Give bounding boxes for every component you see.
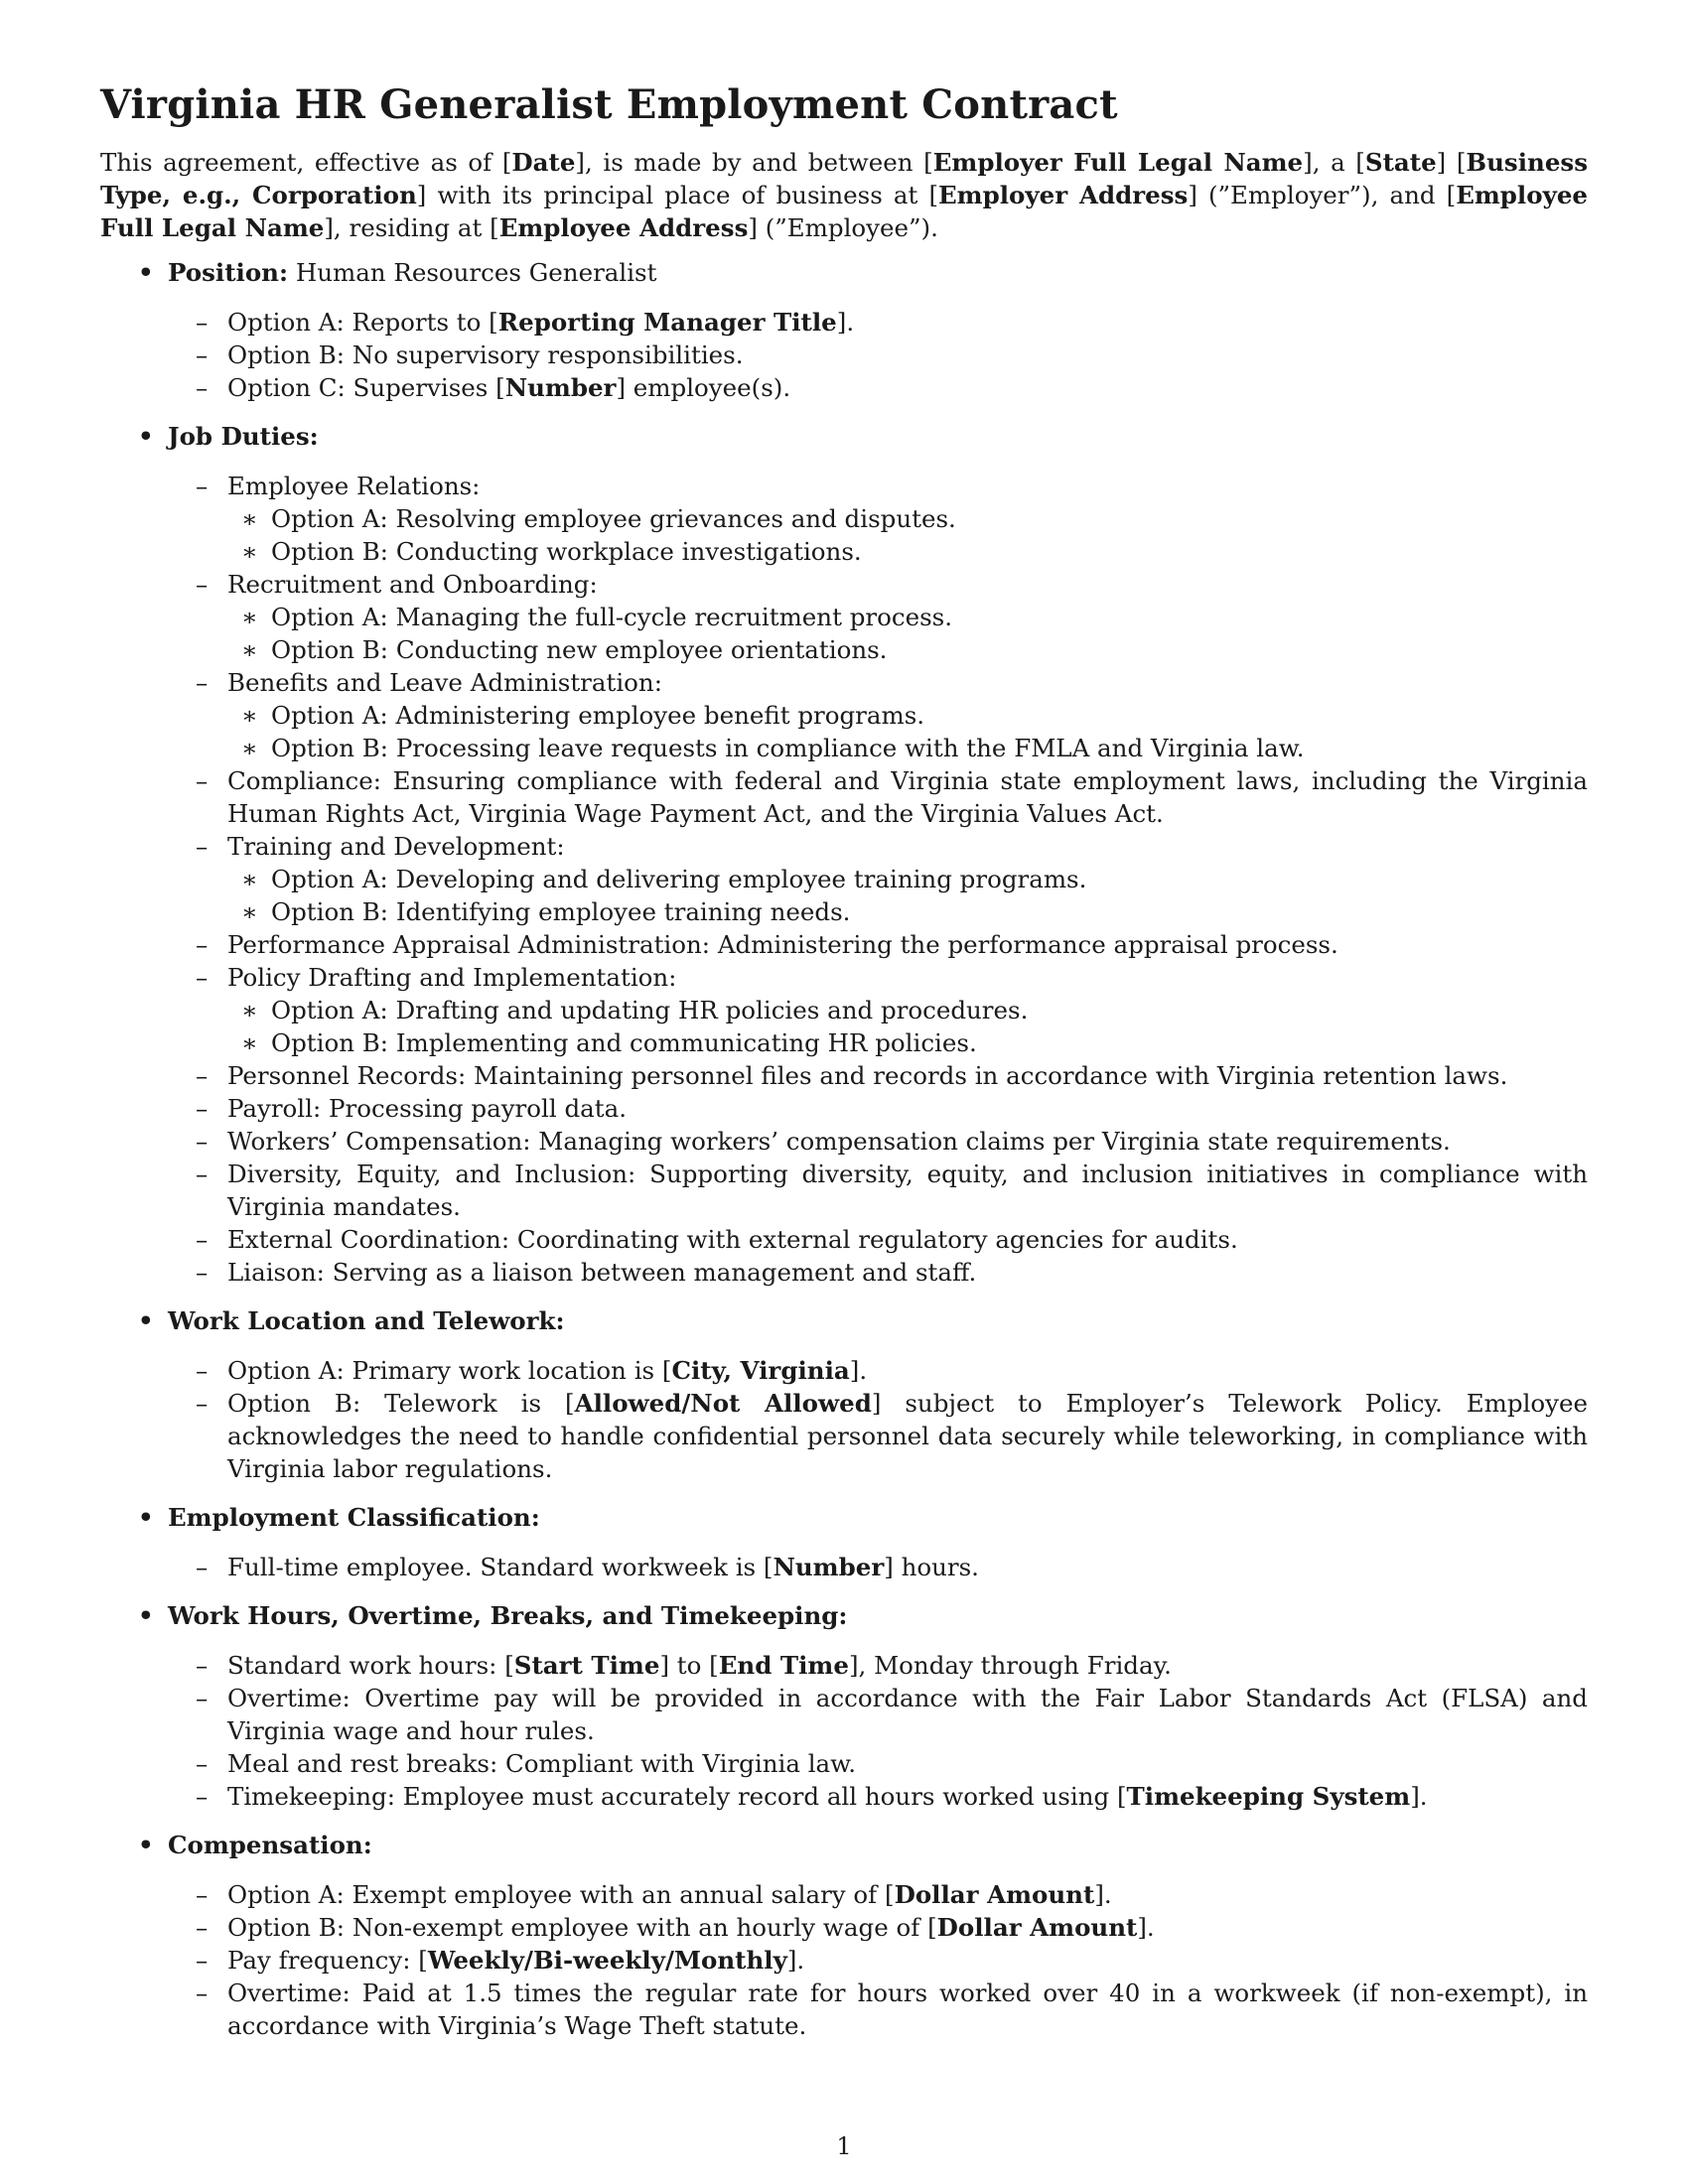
list-item bbox=[168, 568, 1588, 666]
position-options bbox=[168, 306, 1588, 404]
asterisk-icon: ∗ bbox=[241, 504, 258, 533]
section-heading bbox=[168, 1829, 1588, 1861]
intro-text: This agreement, effective as of [ bbox=[100, 148, 512, 177]
asterisk-icon: ∗ bbox=[241, 603, 258, 631]
section-heading bbox=[168, 420, 1588, 453]
list-item bbox=[168, 666, 1588, 764]
item-text: ] employee(s). bbox=[616, 373, 791, 402]
item-text: ] to [ bbox=[659, 1651, 719, 1680]
dash-icon: – bbox=[196, 1127, 209, 1156]
item-text: Workers’ Compensation: Managing workers’ compensation claims per Virginia state requirements. bbox=[227, 1127, 1451, 1156]
list-item bbox=[168, 1223, 1588, 1256]
bullet-icon: • bbox=[138, 1503, 154, 1532]
sub-list-item bbox=[219, 895, 1588, 928]
list-item bbox=[168, 339, 1588, 371]
page-number: 1 bbox=[836, 2132, 852, 2160]
contract-sections bbox=[100, 256, 1588, 2042]
dash-icon: – bbox=[196, 1225, 209, 1254]
item-text: Option B: Non-exempt employee with an hourly wage of [ bbox=[227, 1913, 937, 1942]
list-item bbox=[168, 1682, 1588, 1747]
list-item bbox=[168, 470, 1588, 568]
sub-list-item bbox=[219, 699, 1588, 732]
intro-text: ] [ bbox=[1436, 148, 1467, 177]
section-title: Position: bbox=[168, 258, 289, 287]
item-text: ]. bbox=[1137, 1913, 1155, 1942]
compensation-list bbox=[168, 1878, 1588, 2042]
item-text: Option A: Managing the full-cycle recruitment process. bbox=[271, 603, 953, 631]
dash-icon: – bbox=[196, 766, 209, 795]
item-text: Option A: Reports to [ bbox=[227, 308, 498, 337]
hourly-wage-field: Dollar Amount bbox=[936, 1913, 1138, 1942]
list-item bbox=[168, 1649, 1588, 1682]
bullet-icon: • bbox=[138, 1306, 154, 1335]
intro-text: ], a [ bbox=[1303, 148, 1365, 177]
item-text: Compliance: Ensuring compliance with federal and Virginia state employment laws, including the Virginia Human Rights Act, Virginia Wage Payment Act, and the Virginia Values Act. bbox=[227, 766, 1588, 828]
list-item bbox=[168, 1747, 1588, 1780]
section-heading bbox=[168, 1304, 1588, 1337]
item-text: Benefits and Leave Administration: bbox=[227, 668, 662, 697]
dash-icon: – bbox=[196, 1061, 209, 1090]
dash-icon: – bbox=[196, 963, 209, 992]
job-duties-list bbox=[168, 470, 1588, 1289]
section-title: Work Hours, Overtime, Breaks, and Timekeeping: bbox=[168, 1601, 848, 1630]
item-text: Option A: Developing and delivering employee training programs. bbox=[271, 865, 1087, 893]
item-text: Diversity, Equity, and Inclusion: Supporting diversity, equity, and inclusion initiatives in compliance with Virginia mandates. bbox=[227, 1160, 1588, 1221]
item-text: Overtime: Overtime pay will be provided in accordance with the Fair Labor Standards Act (FLSA) and Virginia wage and hour rules. bbox=[227, 1684, 1588, 1745]
dash-icon: – bbox=[196, 832, 209, 861]
document-page bbox=[100, 79, 1588, 2058]
asterisk-icon: ∗ bbox=[241, 996, 258, 1024]
bullet-icon: • bbox=[138, 1831, 154, 1859]
list-item bbox=[168, 928, 1588, 961]
city-field: City, Virginia bbox=[671, 1356, 850, 1385]
intro-text: ], is made by and between [ bbox=[575, 148, 933, 177]
intro-text: ] (”Employer”), and [ bbox=[1188, 181, 1457, 209]
list-item bbox=[168, 764, 1588, 830]
employee-address-field: Employee Address bbox=[498, 213, 749, 242]
section-classification bbox=[100, 1501, 1588, 1583]
item-text: ]. bbox=[836, 308, 855, 337]
start-time-field: Start Time bbox=[513, 1651, 660, 1680]
list-item bbox=[168, 1256, 1588, 1289]
workweek-hours-field: Number bbox=[773, 1553, 885, 1581]
asterisk-icon: ∗ bbox=[241, 635, 258, 664]
reporting-manager-field: Reporting Manager Title bbox=[497, 308, 837, 337]
number-field: Number bbox=[504, 373, 617, 402]
dash-icon: – bbox=[196, 1553, 209, 1581]
item-text: Liaison: Serving as a liaison between management and staff. bbox=[227, 1258, 977, 1287]
item-text: Option B: No supervisory responsibilities. bbox=[227, 341, 744, 369]
item-text: Employee Relations: bbox=[227, 472, 481, 500]
list-item bbox=[168, 1780, 1588, 1813]
dash-icon: – bbox=[196, 472, 209, 500]
item-text: Training and Development: bbox=[227, 832, 565, 861]
intro-paragraph bbox=[100, 146, 1588, 244]
section-position bbox=[100, 256, 1588, 404]
dash-icon: – bbox=[196, 1684, 209, 1712]
dash-icon: – bbox=[196, 570, 209, 599]
dash-icon: – bbox=[196, 1979, 209, 2007]
dash-icon: – bbox=[196, 1651, 209, 1680]
item-text: ] subject to Employer’s Telework Policy. Employee acknowledges the need to handle confidential personnel data securely while teleworking, in compliance with Virginia labor regulations. bbox=[227, 1389, 1588, 1483]
item-text: Overtime: Paid at 1.5 times the regular rate for hours worked over 40 in a workweek (if non-exempt), in accordance with Virginia’s Wage Theft statute. bbox=[227, 1979, 1588, 2040]
section-compensation bbox=[100, 1829, 1588, 2042]
bullet-icon: • bbox=[138, 1601, 154, 1630]
dash-icon: – bbox=[196, 1749, 209, 1778]
item-text: ] hours. bbox=[884, 1553, 979, 1581]
dash-icon: – bbox=[196, 1094, 209, 1123]
item-text: Option A: Resolving employee grievances and disputes. bbox=[271, 504, 956, 533]
asterisk-icon: ∗ bbox=[241, 701, 258, 730]
item-text: Option A: Primary work location is [ bbox=[227, 1356, 672, 1385]
dash-icon: – bbox=[196, 930, 209, 959]
section-title: Job Duties: bbox=[168, 422, 319, 451]
list-item bbox=[168, 1944, 1588, 1977]
item-text: Payroll: Processing payroll data. bbox=[227, 1094, 627, 1123]
item-text: Option A: Drafting and updating HR policies and procedures. bbox=[271, 996, 1029, 1024]
list-item bbox=[168, 1977, 1588, 2042]
sub-list-item bbox=[219, 601, 1588, 633]
dash-icon: – bbox=[196, 1946, 209, 1975]
intro-text: ] with its principal place of business at [ bbox=[416, 181, 938, 209]
sub-options bbox=[227, 994, 1588, 1059]
list-item bbox=[168, 1059, 1588, 1092]
item-text: Option B: Implementing and communicating HR policies. bbox=[271, 1028, 977, 1057]
section-title: Compensation: bbox=[168, 1831, 372, 1859]
dash-icon: – bbox=[196, 1160, 209, 1188]
list-item bbox=[168, 1092, 1588, 1125]
sub-list-item bbox=[219, 535, 1588, 568]
item-text: Full-time employee. Standard workweek is [ bbox=[227, 1553, 774, 1581]
item-text: Performance Appraisal Administration: Administering the performance appraisal process. bbox=[227, 930, 1338, 959]
work-hours-list bbox=[168, 1649, 1588, 1813]
list-item bbox=[168, 830, 1588, 928]
employee-name-field: Employee Full Legal Name bbox=[100, 181, 1588, 242]
item-text: External Coordination: Coordinating with external regulatory agencies for audits. bbox=[227, 1225, 1238, 1254]
item-text: ]. bbox=[1410, 1782, 1428, 1811]
sub-options bbox=[227, 863, 1588, 928]
document-title: Virginia HR Generalist Employment Contract bbox=[100, 81, 1118, 128]
item-text: ]. bbox=[849, 1356, 868, 1385]
intro-text: ], residing at [ bbox=[324, 213, 499, 242]
list-item bbox=[168, 1878, 1588, 1911]
work-location-options bbox=[168, 1354, 1588, 1485]
list-item bbox=[168, 371, 1588, 404]
dash-icon: – bbox=[196, 1880, 209, 1909]
list-item bbox=[168, 1158, 1588, 1223]
sub-list-item bbox=[219, 633, 1588, 666]
list-item bbox=[168, 961, 1588, 1059]
list-item bbox=[168, 1551, 1588, 1583]
item-text: Option A: Exempt employee with an annual salary of [ bbox=[227, 1880, 895, 1909]
state-field: State bbox=[1364, 148, 1437, 177]
end-time-field: End Time bbox=[718, 1651, 849, 1680]
dash-icon: – bbox=[196, 1389, 209, 1418]
item-text: ], Monday through Friday. bbox=[848, 1651, 1172, 1680]
dash-icon: – bbox=[196, 341, 209, 369]
item-text: Option B: Processing leave requests in compliance with the FMLA and Virginia law. bbox=[271, 734, 1305, 762]
asterisk-icon: ∗ bbox=[241, 865, 258, 893]
section-job-duties bbox=[100, 420, 1588, 1289]
item-text: ]. bbox=[786, 1946, 805, 1975]
section-heading bbox=[168, 1501, 1588, 1534]
employer-name-field: Employer Full Legal Name bbox=[932, 148, 1304, 177]
timekeeping-system-field: Timekeeping System bbox=[1126, 1782, 1411, 1811]
position-value: Human Resources Generalist bbox=[295, 258, 657, 287]
intro-text: ] (”Employee”). bbox=[748, 213, 938, 242]
section-heading bbox=[168, 1599, 1588, 1632]
item-text: ]. bbox=[1094, 1880, 1112, 1909]
employer-address-field: Employer Address bbox=[938, 181, 1189, 209]
section-title: Employment Classification: bbox=[168, 1503, 540, 1532]
dash-icon: – bbox=[196, 668, 209, 697]
sub-options bbox=[227, 601, 1588, 666]
sub-list-item bbox=[219, 994, 1588, 1026]
item-text: Personnel Records: Maintaining personnel files and records in accordance with Virginia retention laws. bbox=[227, 1061, 1508, 1090]
list-item bbox=[168, 1125, 1588, 1158]
bullet-icon: • bbox=[138, 422, 154, 451]
section-heading bbox=[168, 256, 1588, 289]
section-title: Work Location and Telework: bbox=[168, 1306, 565, 1335]
list-item bbox=[168, 306, 1588, 339]
item-text: Policy Drafting and Implementation: bbox=[227, 963, 677, 992]
item-text: Option B: Conducting workplace investigations. bbox=[271, 537, 862, 566]
dash-icon: – bbox=[196, 1356, 209, 1385]
sub-list-item bbox=[219, 502, 1588, 535]
pay-frequency-field: Weekly/Bi-weekly/Monthly bbox=[427, 1946, 787, 1975]
salary-field: Dollar Amount bbox=[894, 1880, 1095, 1909]
item-text: Recruitment and Onboarding: bbox=[227, 570, 598, 599]
list-item bbox=[168, 1387, 1588, 1485]
dash-icon: – bbox=[196, 1913, 209, 1942]
item-text: Option B: Telework is [ bbox=[227, 1389, 575, 1418]
sub-options bbox=[227, 699, 1588, 764]
sub-list-item bbox=[219, 863, 1588, 895]
bullet-icon: • bbox=[138, 258, 154, 287]
item-text: Timekeeping: Employee must accurately record all hours worked using [ bbox=[227, 1782, 1127, 1811]
item-text: Option C: Supervises [ bbox=[227, 373, 505, 402]
asterisk-icon: ∗ bbox=[241, 537, 258, 566]
asterisk-icon: ∗ bbox=[241, 897, 258, 926]
date-field: Date bbox=[511, 148, 576, 177]
item-text: Standard work hours: [ bbox=[227, 1651, 514, 1680]
section-work-hours bbox=[100, 1599, 1588, 1813]
item-text: Option B: Identifying employee training needs. bbox=[271, 897, 851, 926]
item-text: Option B: Conducting new employee orientations. bbox=[271, 635, 888, 664]
item-text: Option A: Administering employee benefit programs. bbox=[271, 701, 925, 730]
asterisk-icon: ∗ bbox=[241, 734, 258, 762]
sub-options bbox=[227, 502, 1588, 568]
item-text: Meal and rest breaks: Compliant with Virginia law. bbox=[227, 1749, 857, 1778]
list-item bbox=[168, 1354, 1588, 1387]
dash-icon: – bbox=[196, 1258, 209, 1287]
section-work-location bbox=[100, 1304, 1588, 1485]
business-type-field: Business Type, e.g., Corporation bbox=[100, 148, 1588, 209]
sub-list-item bbox=[219, 1026, 1588, 1059]
sub-list-item bbox=[219, 732, 1588, 764]
item-text: Pay frequency: [ bbox=[227, 1946, 428, 1975]
dash-icon: – bbox=[196, 308, 209, 337]
classification-list bbox=[168, 1551, 1588, 1583]
asterisk-icon: ∗ bbox=[241, 1028, 258, 1057]
list-item bbox=[168, 1911, 1588, 1944]
dash-icon: – bbox=[196, 373, 209, 402]
dash-icon: – bbox=[196, 1782, 209, 1811]
telework-field: Allowed/Not Allowed bbox=[574, 1389, 872, 1418]
